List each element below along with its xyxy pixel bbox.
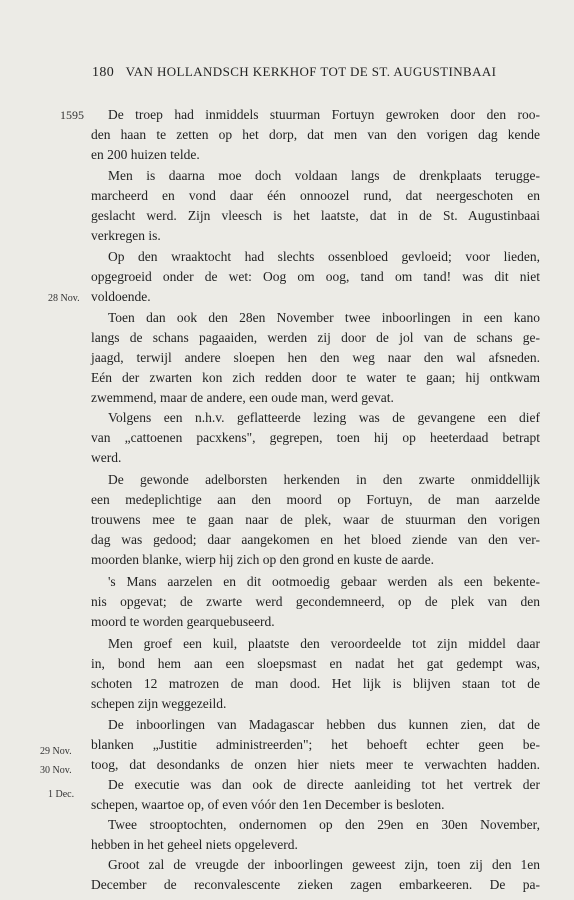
running-title: VAN HOLLANDSCH KERKHOF TOT DE ST. AUGUSTINBAAI <box>125 64 497 79</box>
text-line: hebben in het geheel niets opgeleverd. <box>91 837 298 852</box>
text-line: toog, dat desondanks de onzen hier niets meer te verwachten hadden. <box>91 757 540 772</box>
text-line: December de reconvalescente zieken zagen embarkeeren. De pa- <box>91 877 540 892</box>
text-line: een medeplichtige aan den moord op Fortuyn, de man aarzelde <box>91 492 540 507</box>
page-number: 180 <box>92 65 115 80</box>
text-line: 's Mans aarzelen en dit ootmoedig gebaar werden als een bekente- <box>108 574 540 589</box>
text-line: den haan te zetten op het dorp, dat men van den vorigen dag kende <box>91 127 540 142</box>
margin-note-year: 1595 <box>60 108 84 122</box>
text-line: De troep had inmiddels stuurman Fortuyn gewroken door den roo- <box>108 107 540 122</box>
text-line: Groot zal de vreugde der inboorlingen geweest zijn, toen zij den 1en <box>108 857 540 872</box>
running-header <box>92 64 552 88</box>
text-line: verkregen is. <box>91 228 161 243</box>
text-line: geslacht werd. Zijn vleesch is het laatste, dat in de St. Augustinbaai <box>91 208 540 223</box>
text-line: schepen zijn weggezeild. <box>91 696 227 711</box>
text-line: en 200 huizen telde. <box>91 147 200 162</box>
text-line: Eén der zwarten kon zich redden door te water te gaan; hij ontkwam <box>91 370 540 385</box>
margin-note-date: 28 Nov. <box>48 293 80 304</box>
text-line: marcheerd en vond daar één onnoozel rund, dat neergeschoten en <box>91 188 540 203</box>
text-line: De inboorlingen van Madagascar hebben dus kunnen zien, dat de <box>108 717 540 732</box>
text-line: Toen dan ook den 28en November twee inboorlingen in een kano <box>108 310 540 325</box>
text-line: jaagd, terwijl andere sloepen hen den weg naar den wal afsneden. <box>91 350 540 365</box>
text-line: De gewonde adelborsten herkenden in den zwarte onmiddellijk <box>108 472 540 487</box>
text-line: nis opgevat; de zwarte werd gecondemneerd, op de plek van den <box>91 594 540 609</box>
text-line: Men groef een kuil, plaatste den veroordeelde tot zijn middel daar <box>108 636 540 651</box>
text-line: Twee strooptochten, ondernomen op den 29en en 30en November, <box>108 817 540 832</box>
text-line: trouwens mee te gaan naar de plek, waar de stuurman den vorigen <box>91 512 540 527</box>
text-line: in, bond hem aan een sloepsmast en nadat het gat gedempt was, <box>91 656 540 671</box>
text-line: schepen, waartoe op, of even vóór den 1en December is besloten. <box>91 797 445 812</box>
text-line: moorden blanke, wierp hij zich op den grond en kuste de aarde. <box>91 552 435 567</box>
margin-note-date: 1 Dec. <box>48 789 75 800</box>
text-line: schoten 12 matrozen de man dood. Het lijk is blijven staan tot de <box>91 676 540 691</box>
text-line: dag was gedood; daar aangekomen en het bloed ziende van den ver- <box>91 532 540 547</box>
margin-note-date: 30 Nov. <box>40 765 72 776</box>
text-line: Volgens een n.h.v. geflatteerde lezing was de gevangene een dief <box>108 410 540 425</box>
text-line: opgegroeid onder de wet: Oog om oog, tand om tand! was dit niet <box>91 269 540 284</box>
text-line: werd. <box>91 450 122 465</box>
margin-note-date: 29 Nov. <box>40 746 72 757</box>
text-line: moord te worden gearquebuseerd. <box>91 614 275 629</box>
text-line: zwemmend, maar de andere, een oude man, werd gevat. <box>91 390 394 405</box>
text-line: voldoende. <box>91 289 151 304</box>
text-line: blanken „Justitie administreerden"; het behoeft echter geen be- <box>91 737 540 752</box>
text-line: Men is daarna moe doch voldaan langs de drenkplaats terugge- <box>108 168 540 183</box>
text-line: De executie was dan ook de directe aanleiding tot het vertrek der <box>108 777 540 792</box>
text-line: van „cattoenen pacxkens", gegrepen, toen hij op heeterdaad betrapt <box>91 430 540 445</box>
text-line: langs de schans pagaaiden, werden zij door de jol van de schans ge- <box>91 330 540 345</box>
text-line: Op den wraaktocht had slechts ossenbloed gevloeid; voor lieden, <box>108 249 540 264</box>
